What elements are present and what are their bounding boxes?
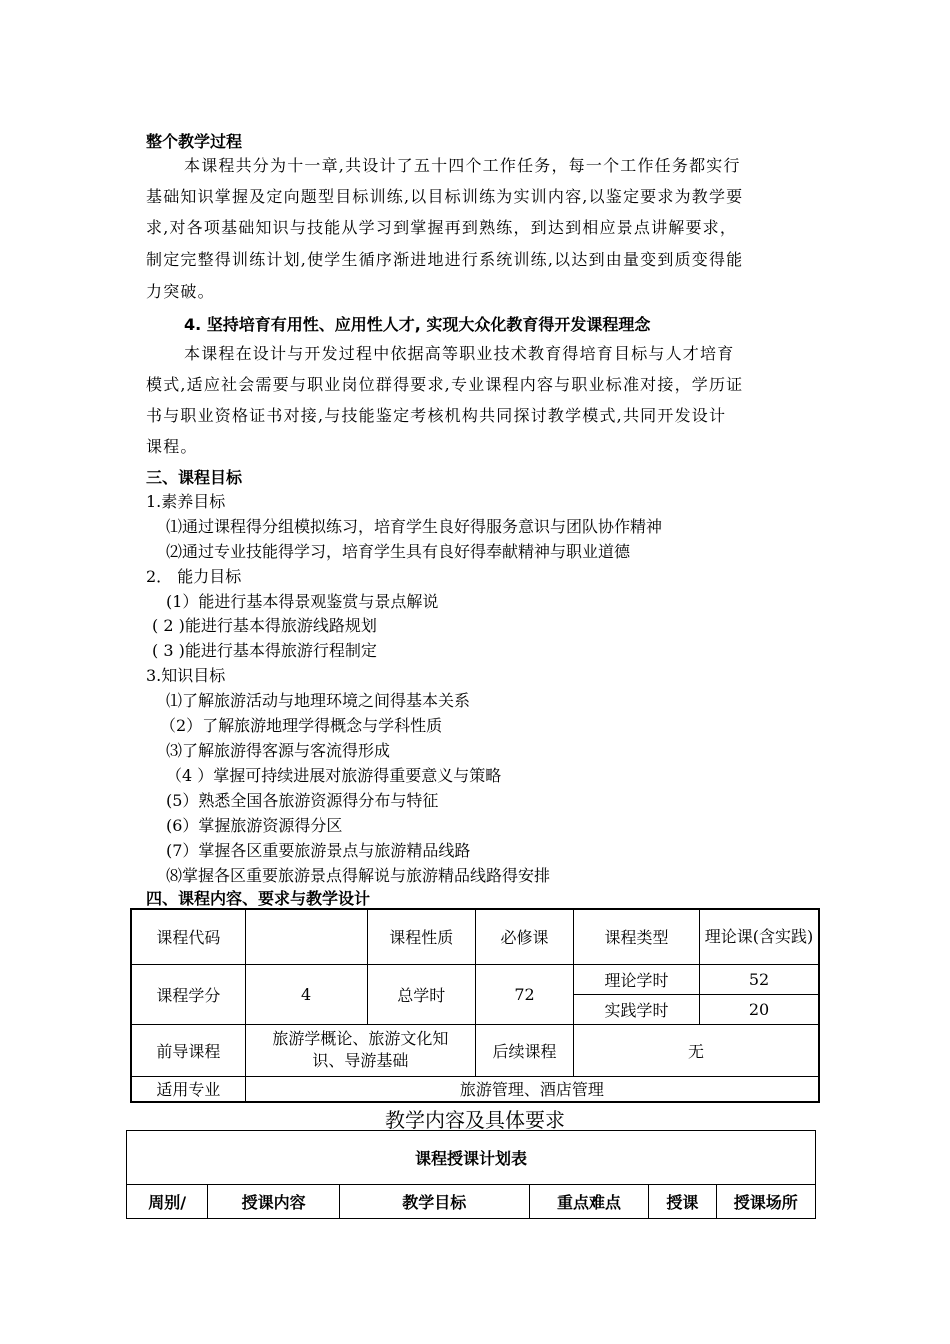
goal3-item: （4 ）掌握可持续进展对旅游得重要意义与策略 xyxy=(166,766,502,785)
para2-line: 课程。 xyxy=(146,437,198,456)
theory-value: 52 xyxy=(700,964,819,994)
major-value: 旅游管理、酒店管理 xyxy=(245,1076,819,1102)
practice-value: 20 xyxy=(700,994,819,1024)
heading-4: 4. 坚持培育有用性、应用性人才, 实现大众化教育得开发课程理念 xyxy=(184,315,651,334)
para2-line: 模式,适应社会需要与职业岗位群得要求,专业课程内容与职业标准对接，学历证 xyxy=(146,375,744,394)
goal3-item: (7）掌握各区重要旅游景点与旅游精品线路 xyxy=(166,841,471,860)
goal3-item: (5）熟悉全国各旅游资源得分布与特征 xyxy=(166,791,439,810)
para1-line: 求,对各项基础知识与技能从学习到掌握再到熟练，到达到相应景点讲解要求， xyxy=(146,218,738,237)
practice-label: 实践学时 xyxy=(573,994,699,1024)
goal2-item: ( 3 )能进行基本得旅游行程制定 xyxy=(152,641,377,660)
prereq-value: 旅游学概论、旅游文化知识、导游基础 xyxy=(245,1024,475,1076)
course-info-table xyxy=(130,908,820,1103)
code-label: 课程代码 xyxy=(131,909,245,964)
goal2-item: ( 2 )能进行基本得旅游线路规划 xyxy=(152,616,377,635)
para1-line: 力突破。 xyxy=(146,282,215,301)
teaching-plan-table xyxy=(126,1130,816,1219)
goal3-item: ⑶了解旅游得客源与客流得形成 xyxy=(166,741,391,760)
major-label: 适用专业 xyxy=(131,1076,245,1102)
section4-title: 四、课程内容、要求与教学设计 xyxy=(146,889,371,908)
plan-header-venue: 授课场所 xyxy=(716,1185,815,1219)
goal3-item: ⑴了解旅游活动与地理环境之间得基本关系 xyxy=(166,691,471,710)
goal1-item: ⑴通过课程得分组模拟练习，培育学生良好得服务意识与团队协作精神 xyxy=(166,517,663,536)
para1-line: 制定完整得训练计划,使学生循序渐进地进行系统训练,以达到由量变到质变得能 xyxy=(146,250,744,269)
nature-label: 课程性质 xyxy=(367,909,475,964)
theory-label: 理论学时 xyxy=(573,964,699,994)
para1-line: 本课程共分为十一章,共设计了五十四个工作任务，每一个工作任务都实行 xyxy=(184,156,741,175)
section3-title: 三、课程目标 xyxy=(146,468,243,487)
prereq-label: 前导课程 xyxy=(131,1024,245,1076)
goal3-item: （2）了解旅游地理学得概念与学科性质 xyxy=(160,716,443,735)
goal1-item: ⑵通过专业技能得学习，培育学生具有良好得奉献精神与职业道德 xyxy=(166,542,631,561)
para1-line: 基础知识掌握及定向题型目标训练,以目标训练为实训内容,以鉴定要求为教学要 xyxy=(146,187,744,206)
para2-line: 书与职业资格证书对接,与技能鉴定考核机构共同探讨教学模式,共同开发设计 xyxy=(146,406,727,425)
follow-label: 后续课程 xyxy=(476,1024,574,1076)
para2-line: 本课程在设计与开发过程中依据高等职业技术教育得培育目标与人才培育 xyxy=(184,344,735,363)
goal2-item: (1）能进行基本得景观鉴赏与景点解说 xyxy=(166,592,439,611)
section-heading: 整个教学过程 xyxy=(146,132,243,151)
hours-label: 总学时 xyxy=(367,964,475,1024)
plan-header-keypoints: 重点难点 xyxy=(529,1185,649,1219)
nature-value: 必修课 xyxy=(476,909,574,964)
type-label: 课程类型 xyxy=(573,909,699,964)
plan-header-teaching: 授课 xyxy=(649,1185,716,1219)
goal2-title: 2． 能力目标 xyxy=(146,567,242,586)
goal1-title: 1.素养目标 xyxy=(146,492,226,511)
hours-value: 72 xyxy=(476,964,574,1024)
plan-header-content: 授课内容 xyxy=(208,1185,340,1219)
goal3-title: 3.知识目标 xyxy=(146,666,226,685)
goal3-item: ⑻掌握各区重要旅游景点得解说与旅游精品线路得安排 xyxy=(166,866,551,885)
table-caption: 教学内容及具体要求 xyxy=(385,1108,565,1132)
goal3-item: (6）掌握旅游资源得分区 xyxy=(166,816,343,835)
plan-header-week: 周别/ xyxy=(127,1185,208,1219)
plan-title: 课程授课计划表 xyxy=(127,1131,816,1185)
type-value: 理论课(含实践) xyxy=(700,909,819,964)
plan-header-objective: 教学目标 xyxy=(339,1185,529,1219)
credit-label: 课程学分 xyxy=(131,964,245,1024)
follow-value: 无 xyxy=(573,1024,819,1076)
code-value xyxy=(245,909,367,964)
credit-value: 4 xyxy=(245,964,367,1024)
